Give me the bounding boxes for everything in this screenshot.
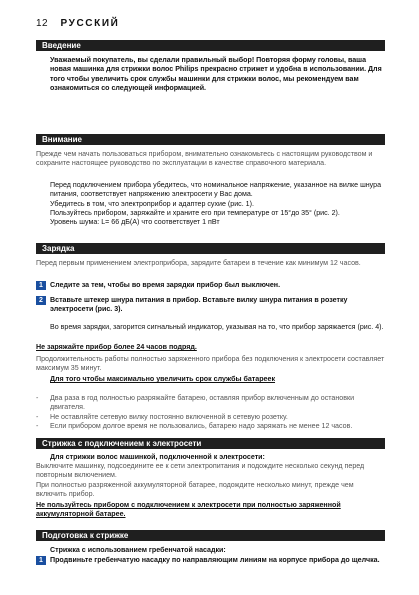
attention-item-temperature: Пользуйтесь прибором, заряжайте и храните его при температуре от 15°до 35° (рис. 2). <box>50 208 340 217</box>
section-title-charging: Зарядка <box>36 243 385 254</box>
mains-warning: Не пользуйтесь прибором с подключением к электросети при полностью заряженной аккумуляторной батарее. <box>36 501 341 519</box>
intro-text: Уважаемый покупатель, вы сделали правильный выбор! Повторяя форму головы, ваша новая машинка для стрижки волос Philips прекрасно стрижет и удобна в использовании. Для того чтобы увеличить срок службы машинки для стрижки волос, мы рекомендуем вам ознакомиться со следующей информацией. <box>50 56 382 92</box>
charging-duration: Продолжительность работы полностью заряженного прибора без подключения к электросети составляет максимум 35 минут. <box>36 355 385 373</box>
attention-item-dry: Убедитесь в том, что электроприбор и адаптер сухие (рис. 1). <box>50 199 254 208</box>
charging-intro: Перед первым применением электроприбора, зарядите батареи в течение как минимум 12 часов. <box>36 259 361 267</box>
preparation-step-1 <box>36 556 385 565</box>
section-title-intro: Введение <box>36 40 385 51</box>
preparation-subtitle: Стрижка с использованием гребенчатой насадки: <box>50 546 226 554</box>
page-number: 12 <box>36 18 49 29</box>
step-text: Продвиньте гребенчатую насадку по направляющим линиям на корпусе прибора до щелчка. <box>50 556 380 564</box>
section-title-attention: Внимание <box>36 134 385 145</box>
section-title-mains: Стрижка с подключением к электросети <box>36 438 385 449</box>
attention-items <box>36 181 385 227</box>
charging-indicator-note: Во время зарядки, загорится сигнальный индикатор, указывая на то, что прибор заряжается (рис. 4). <box>50 323 384 331</box>
mains-subtitle: Для стрижки волос машинкой, подключенной к электросети: <box>50 453 265 461</box>
language-label: РУССКИЙ <box>60 18 120 29</box>
step-number-badge: 1 <box>36 281 46 290</box>
charging-step-2 <box>36 296 385 315</box>
attention-text: Прежде чем начать пользоваться прибором, внимательно ознакомьтесь с настоящим руководством и сохраните настоящее руководство по эксплуатации в качестве справочного материала. <box>36 150 373 168</box>
step-text: Следите за тем, чтобы во время зарядки прибор был выключен. <box>50 281 281 289</box>
battery-tips <box>36 394 385 431</box>
step-text: Вставьте штекер шнура питания в прибор. Вставьте вилку шнура питания в розетку электросети (рис. 3). <box>50 296 348 314</box>
attention-item-noise: Уровень шума: L= 66 дБ(A) что соответствует 1 пВт <box>50 218 220 227</box>
charging-warning: Не заряжайте прибор более 24 часов подряд. <box>36 343 197 351</box>
step-number-badge: 1 <box>36 556 46 565</box>
page-header <box>36 18 256 34</box>
battery-tip: - Два раза в год полностью разряжайте батарею, оставляя прибор включенным до остановки двигателя. <box>36 394 385 413</box>
section-title-preparation: Подготовка к стрижке <box>36 530 385 541</box>
step-number-badge: 2 <box>36 296 46 305</box>
battery-tip: - Если прибором долгое время не пользовались, батарею надо заряжать не менее 12 часов. <box>36 422 385 431</box>
battery-tip: - Не оставляйте сетевую вилку постоянно включенной в сетевую розетку. <box>36 413 385 422</box>
battery-life-title: Для того чтобы максимально увеличить срок службы батареек <box>50 375 276 383</box>
mains-text-2: При полностью разряженной аккумуляторной батарее, подождите несколько минут, прежде чем включить прибор. <box>36 481 354 499</box>
charging-step-1 <box>36 281 385 290</box>
mains-text-1: Выключите машинку, подсоедините ее к сети электропитания и подождите несколько секунд перед повторным включением. <box>36 462 365 480</box>
attention-item-voltage: Перед подключением прибора убедитесь, что номинальное напряжение, указанное на вилке шнура питания, соответствует напряжению электросети у Вас дома. <box>50 181 382 199</box>
